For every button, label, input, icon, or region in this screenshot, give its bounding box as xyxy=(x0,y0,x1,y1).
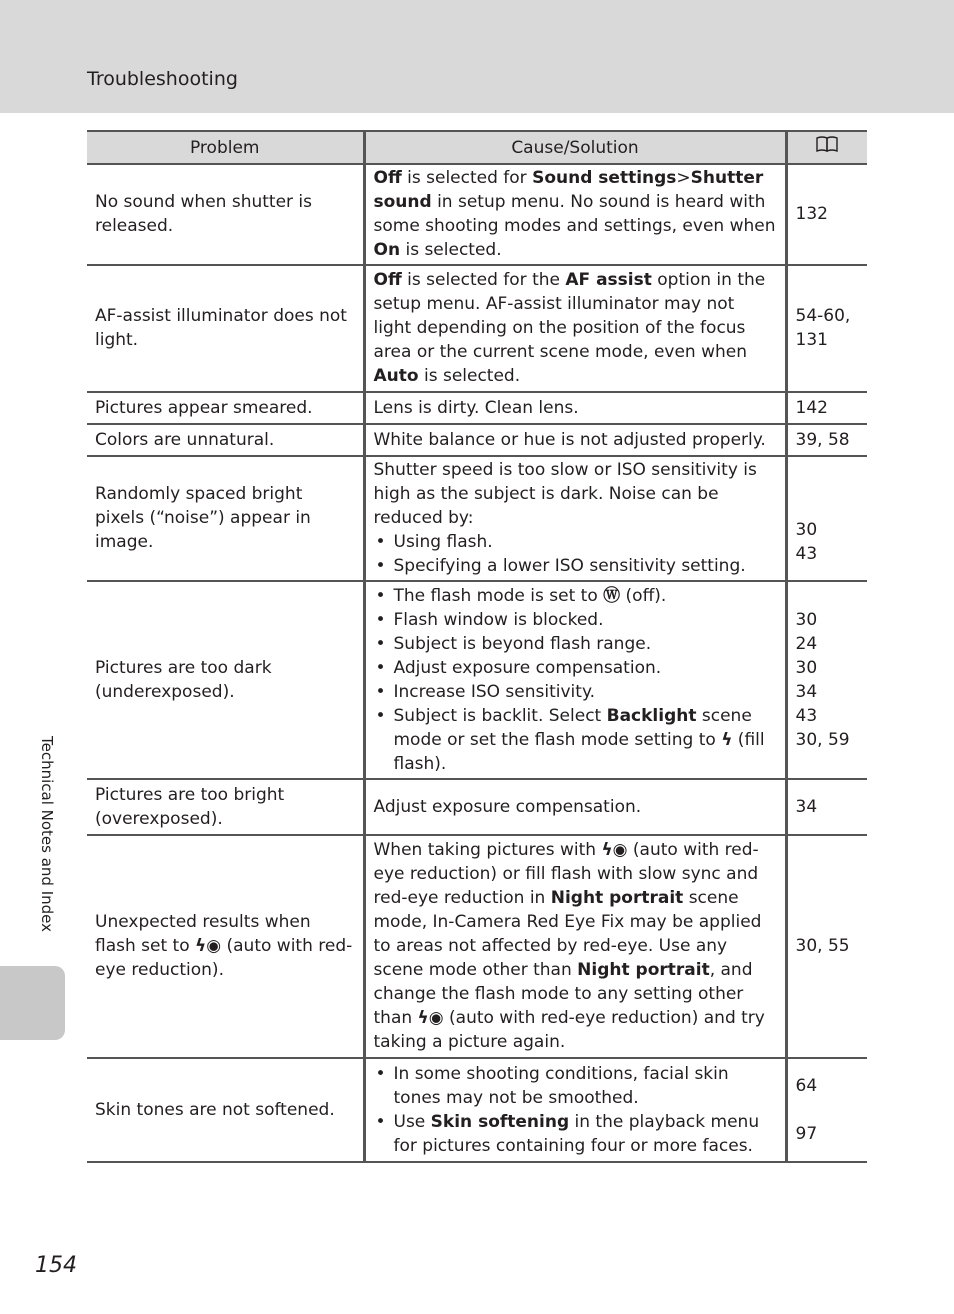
solution-cell xyxy=(364,424,786,456)
text-run: is selected for xyxy=(401,168,533,188)
solution-cell xyxy=(364,164,786,265)
text-run: scene mode, In-Camera Red Eye Fix may be applied to areas not affected by red-eye. Use any scene mode other than xyxy=(373,888,762,980)
bold-term: AF assist xyxy=(565,270,652,290)
text-run: Subject is backlit. Select xyxy=(393,705,607,726)
solution-intro: Shutter speed is too slow or ISO sensitivity is high as the subject is dark. Noise can be reduced by: xyxy=(373,460,757,528)
text-run: White balance or hue is not adjusted properly. xyxy=(373,429,766,450)
text-run: Subject is beyond flash range. xyxy=(393,633,652,654)
side-section-label: Technical Notes and Index xyxy=(38,736,56,933)
bold-term: Night portrait xyxy=(550,888,684,908)
table-row xyxy=(87,835,867,1058)
bold-term: Backlight xyxy=(606,705,697,726)
book-reference-icon xyxy=(815,135,839,153)
table-row xyxy=(87,456,867,581)
table-row xyxy=(87,265,867,392)
list-item xyxy=(394,680,777,704)
list-item xyxy=(394,554,777,578)
problem-cell: Pictures appear smeared. xyxy=(87,392,364,424)
flash-mode-icon: Ⓦ xyxy=(603,585,621,606)
text-run: is selected for the xyxy=(401,270,566,290)
text-run: (fill flash). xyxy=(393,729,765,774)
column-header-problem: Problem xyxy=(87,131,364,164)
flash-mode-icon: ϟ xyxy=(721,729,733,750)
list-item xyxy=(394,1062,777,1110)
text-run: in the playback menu for pictures containing four or more faces. xyxy=(393,1111,760,1156)
text-run: (auto with red-eye reduction). xyxy=(95,936,353,980)
text-run: Use xyxy=(393,1111,431,1132)
bullet-list xyxy=(374,584,777,776)
page-reference-cell: 30 43 xyxy=(786,456,867,581)
list-item xyxy=(394,608,777,632)
solution-cell xyxy=(364,456,786,581)
problem-cell: Pictures are too bright (overexposed). xyxy=(87,779,364,835)
text-run: Specifying a lower ISO sensitivity setting. xyxy=(393,556,746,576)
text-run: (auto with red-eye reduction) or fill flash with slow sync and red-eye reduction in xyxy=(373,840,759,908)
solution-cell xyxy=(364,1058,786,1162)
bullet-list xyxy=(374,530,777,578)
list-item xyxy=(394,530,777,554)
list-item xyxy=(394,656,777,680)
problem-cell: Randomly spaced bright pixels (“noise”) appear in image. xyxy=(87,456,364,581)
bullet-list xyxy=(374,1062,777,1158)
flash-mode-icon: ϟ◉ xyxy=(417,1008,444,1028)
table-header-row xyxy=(87,131,867,164)
flash-mode-icon: ϟ◉ xyxy=(195,936,222,956)
page-reference-cell: 132 xyxy=(786,164,867,265)
text-run: When taking pictures with xyxy=(373,840,602,860)
problem-cell: AF-assist illuminator does not light. xyxy=(87,265,364,392)
text-run: Using flash. xyxy=(393,532,493,552)
page-reference-cell: 54-60, 131 xyxy=(786,265,867,392)
text-run: scene mode or set the flash mode setting to xyxy=(393,705,752,750)
list-item xyxy=(394,1110,777,1158)
column-header-reference xyxy=(786,131,867,164)
text-run: > xyxy=(676,168,691,188)
solution-cell xyxy=(364,835,786,1058)
page-reference-cell: 34 xyxy=(786,779,867,835)
text-run: option in the setup menu. AF-assist illuminator may not light depending on the position of the focus area or the current scene mode, even when xyxy=(373,270,766,362)
text-run: Lens is dirty. Clean lens. xyxy=(373,397,579,418)
solution-cell xyxy=(364,392,786,424)
text-run: Increase ISO sensitivity. xyxy=(393,681,595,702)
page-reference-cell: 142 xyxy=(786,392,867,424)
table-row xyxy=(87,164,867,265)
list-item xyxy=(394,704,777,776)
bold-term: Off xyxy=(373,168,402,188)
text-run: In some shooting conditions, facial skin tones may not be smoothed. xyxy=(393,1063,729,1108)
page-reference-cell: 39, 58 xyxy=(786,424,867,456)
problem-cell: Skin tones are not softened. xyxy=(87,1058,364,1162)
bold-term: On xyxy=(373,240,401,260)
text-run: Adjust exposure compensation. xyxy=(373,796,642,817)
table-row xyxy=(87,392,867,424)
problem-cell: Pictures are too dark (underexposed). xyxy=(87,581,364,779)
problem-cell: Colors are unnatural. xyxy=(87,424,364,456)
page-number: 154 xyxy=(35,1253,77,1278)
bold-term: Auto xyxy=(373,366,419,386)
table-row xyxy=(87,779,867,835)
text-run: (auto with red-eye reduction) and try taking a picture again. xyxy=(373,1008,765,1052)
problem-cell: No sound when shutter is released. xyxy=(87,164,364,265)
solution-cell xyxy=(364,265,786,392)
bold-term: Night portrait xyxy=(577,960,710,980)
bold-term: Off xyxy=(373,270,402,290)
flash-mode-icon: ϟ◉ xyxy=(601,840,628,860)
text-run: in setup menu. No sound is heard with some shooting modes and settings, even when xyxy=(373,192,776,236)
solution-cell xyxy=(364,581,786,779)
text-run: is selected. xyxy=(418,366,521,386)
side-thumb-tab xyxy=(0,966,65,1040)
solution-cell xyxy=(364,779,786,835)
page-reference-cell: 30 24 30 34 43 30, 59 xyxy=(786,581,867,779)
troubleshooting-table xyxy=(87,130,867,1163)
text-run: , and change the flash mode to any setting other than xyxy=(373,960,753,1028)
section-title: Troubleshooting xyxy=(87,68,238,90)
table-row xyxy=(87,581,867,779)
text-run: is selected. xyxy=(400,240,502,260)
header-band xyxy=(0,0,954,113)
text-run: Flash window is blocked. xyxy=(393,609,604,630)
bold-term: Shutter sound xyxy=(373,168,764,212)
table-row xyxy=(87,424,867,456)
text-run: (off). xyxy=(620,585,667,606)
list-item xyxy=(394,584,777,608)
text-run: Adjust exposure compensation. xyxy=(393,657,662,678)
page-reference-cell: 64 97 xyxy=(786,1058,867,1162)
table-row xyxy=(87,1058,867,1162)
bold-term: Sound settings xyxy=(532,168,677,188)
text-run: Unexpected results when flash set to xyxy=(95,912,311,956)
column-header-cause-solution: Cause/Solution xyxy=(364,131,786,164)
text-run: The flash mode is set to xyxy=(393,585,604,606)
problem-cell xyxy=(87,835,364,1058)
list-item xyxy=(394,632,777,656)
page-reference-cell: 30, 55 xyxy=(786,835,867,1058)
bold-term: Skin softening xyxy=(430,1111,570,1132)
